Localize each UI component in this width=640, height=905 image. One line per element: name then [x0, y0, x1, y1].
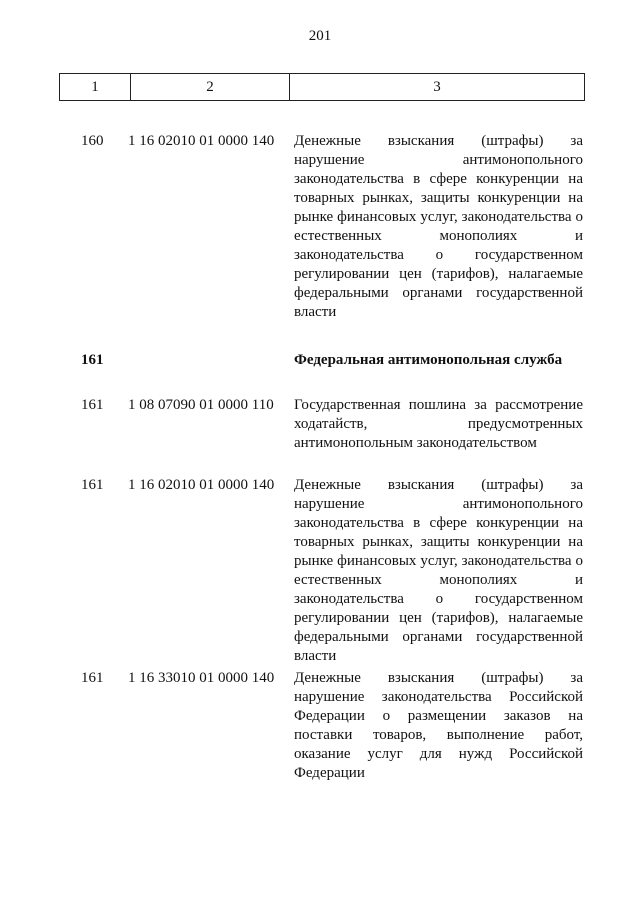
- admin-code: 161: [81, 670, 104, 686]
- description: Денежные взыскания (штрафы) за нарушение антимонопольного законодательства в сфере конкуренции на товарных рынках, защиты конкуренции на рынке финансовых услуг, законодательства о естественных монополиях и законодательства о государственном регулировании цен (тарифов), налагаемые федеральными органами государственной власти: [294, 477, 583, 664]
- section-heading: Федеральная антимонопольная служба: [294, 352, 563, 368]
- column-header-table: [59, 73, 585, 101]
- column-header-1: 1: [60, 74, 131, 101]
- column-header-2: 2: [131, 74, 290, 101]
- description: Денежные взыскания (штрафы) за нарушение законодательства Российской Федерации о размещении заказов на поставки товаров, выполнение работ, оказание услуг для нужд Российской Федерации: [294, 670, 583, 781]
- admin-code: 161: [81, 397, 104, 413]
- column-header-3: 3: [290, 74, 585, 101]
- admin-code: 160: [81, 133, 104, 149]
- page-number: 201: [308, 28, 332, 44]
- column-header-row: [60, 74, 585, 101]
- description: Государственная пошлина за рассмотрение ходатайств, предусмотренных антимонопольным законодательством: [294, 397, 583, 451]
- admin-code: 161: [81, 352, 104, 368]
- budget-code: 1 08 07090 01 0000 110: [128, 397, 274, 413]
- budget-code: 1 16 33010 01 0000 140: [128, 670, 275, 686]
- budget-code: 1 16 02010 01 0000 140: [128, 477, 275, 493]
- admin-code: 161: [81, 477, 104, 493]
- budget-code: 1 16 02010 01 0000 140: [128, 133, 275, 149]
- description: Денежные взыскания (штрафы) за нарушение антимонопольного законодательства в сфере конкуренции на товарных рынках, защиты конкуренции на рынке финансовых услуг, законодательства о естественных монополиях и законодательства о государственном регулировании цен (тарифов), налагаемые федеральными органами государственной власти: [294, 133, 583, 320]
